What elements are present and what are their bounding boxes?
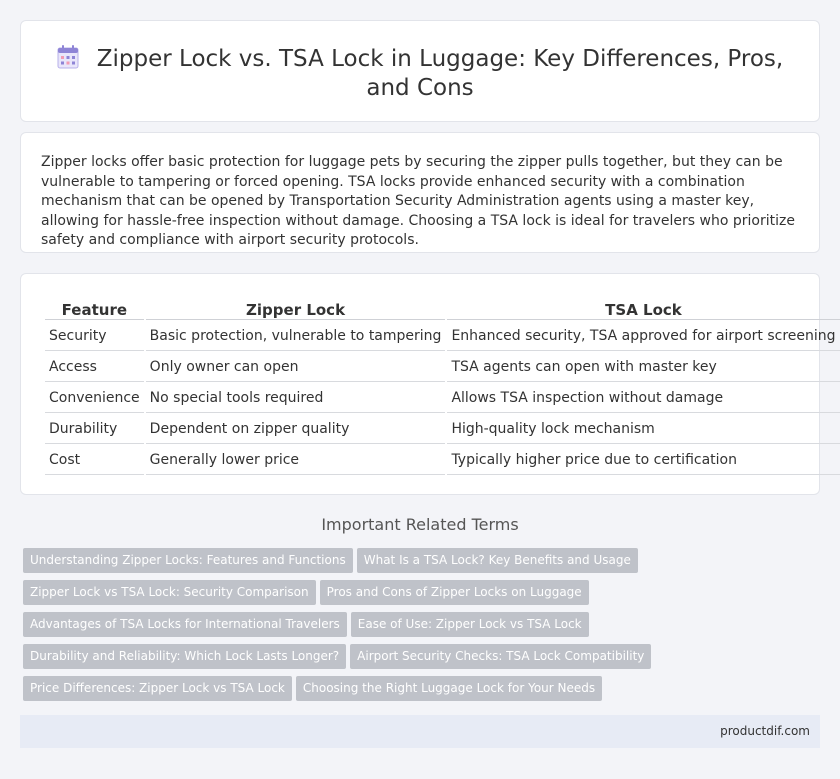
table-row: [45, 353, 840, 382]
title-card: [20, 20, 820, 122]
related-term-link[interactable]: Understanding Zipper Locks: Features and Functions: [23, 548, 353, 573]
related-term-link[interactable]: Choosing the Right Luggage Lock for Your Needs: [296, 676, 602, 701]
tag-row: [23, 580, 823, 612]
table-cell: Access: [45, 353, 144, 382]
related-term-link[interactable]: Ease of Use: Zipper Lock vs TSA Lock: [351, 612, 589, 637]
table-cell: High-quality lock mechanism: [447, 415, 839, 444]
table-row: [45, 322, 840, 351]
related-term-link[interactable]: Advantages of TSA Locks for International Travelers: [23, 612, 347, 637]
table-cell: No special tools required: [146, 384, 446, 413]
table-cell: Only owner can open: [146, 353, 446, 382]
related-term-link[interactable]: Zipper Lock vs TSA Lock: Security Comparison: [23, 580, 316, 605]
page-title: [51, 45, 789, 103]
related-term-link[interactable]: Price Differences: Zipper Lock vs TSA Lock: [23, 676, 292, 701]
page-title-text: Zipper Lock vs. TSA Lock in Luggage: Key Differences, Pros, and Cons: [96, 46, 784, 101]
comparison-table: [43, 294, 840, 477]
comparison-card: [20, 273, 836, 495]
table-cell: Basic protection, vulnerable to tampering: [146, 322, 446, 351]
table-row: [45, 384, 840, 413]
table-cell: Dependent on zipper quality: [146, 415, 446, 444]
table-header-row: [45, 296, 840, 320]
table-cell: Security: [45, 322, 144, 351]
table-cell: Cost: [45, 446, 144, 475]
column-header-tsa-lock: TSA Lock: [447, 296, 839, 320]
tag-row: [23, 548, 823, 580]
related-term-link[interactable]: Durability and Reliability: Which Lock Lasts Longer?: [23, 644, 346, 669]
table-cell: Typically higher price due to certification: [447, 446, 839, 475]
related-term-link[interactable]: Airport Security Checks: TSA Lock Compatibility: [350, 644, 651, 669]
table-cell: TSA agents can open with master key: [447, 353, 839, 382]
footer-site-name: productdif.com: [720, 724, 810, 738]
column-header-zipper-lock: Zipper Lock: [146, 296, 446, 320]
table-row: [45, 415, 840, 444]
table-cell: Convenience: [45, 384, 144, 413]
table-cell: Allows TSA inspection without damage: [447, 384, 839, 413]
column-header-feature: Feature: [45, 296, 144, 320]
related-term-link[interactable]: Pros and Cons of Zipper Locks on Luggage: [320, 580, 589, 605]
tag-row: [23, 644, 823, 676]
table-row: [45, 446, 840, 475]
footer: [20, 715, 820, 748]
tag-row: [23, 676, 823, 708]
calendar-grid-icon: [57, 45, 79, 69]
related-terms-list: [23, 548, 823, 708]
intro-paragraph: Zipper locks offer basic protection for luggage pets by securing the zipper pulls together, but they can be vulnerable to tampering or forced opening. TSA locks provide enhanced security with a combination mechanism that can be opened by Transportation Security Administration agents using a master key, allowing for hassle-free inspection without damage. Choosing a TSA lock is ideal for travelers who prioritize safety and compliance with airport security protocols.: [41, 154, 795, 248]
tag-row: [23, 612, 823, 644]
table-cell: Durability: [45, 415, 144, 444]
table-cell: Generally lower price: [146, 446, 446, 475]
related-terms-heading: Important Related Terms: [321, 515, 519, 534]
related-term-link[interactable]: What Is a TSA Lock? Key Benefits and Usage: [357, 548, 638, 573]
intro-card: [20, 132, 820, 253]
table-cell: Enhanced security, TSA approved for airport screening: [447, 322, 839, 351]
